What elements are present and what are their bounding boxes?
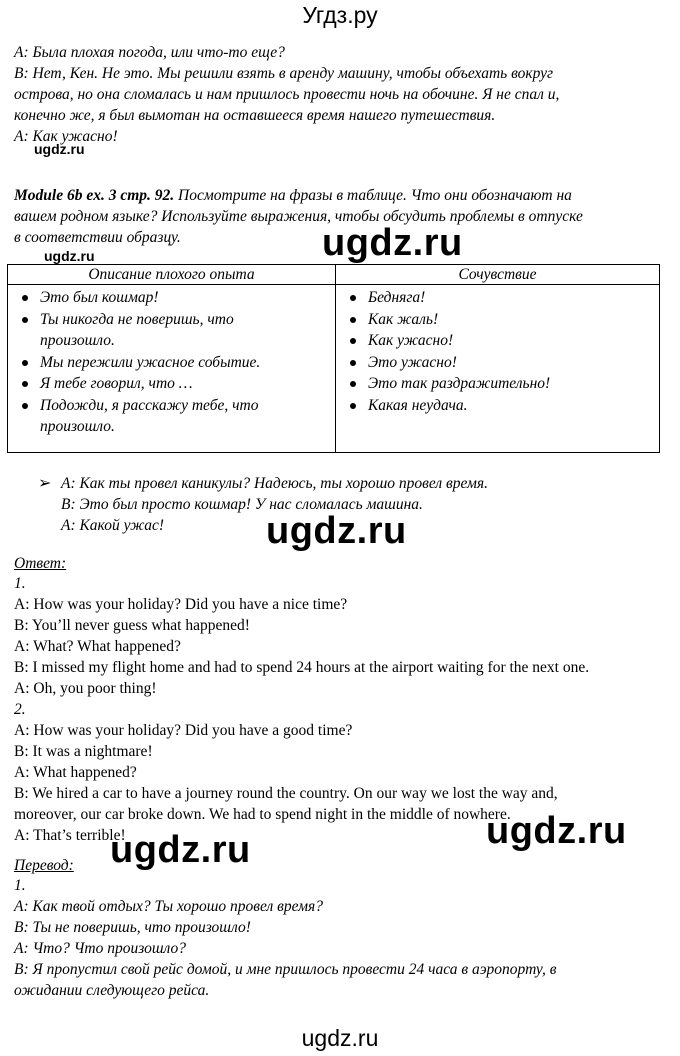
- intro-line: A: Как ужасно!: [14, 128, 118, 145]
- watermark-big: ugdz.ru: [322, 222, 463, 264]
- answer-line: B: I missed my flight home and had to spend 24 hours at the airport waiting for the next one.: [14, 659, 590, 676]
- answer-heading: Ответ:: [14, 555, 67, 572]
- list-item: [12, 395, 335, 438]
- translation-line: ожидании следующего рейса.: [14, 982, 210, 999]
- intro-line: конечно же, я был вымотан на оставшееся время нашего путешествия.: [14, 107, 496, 124]
- answer-line: B: We hired a car to have a journey round the country. On our way we lost the way and,: [14, 785, 558, 802]
- answer-line: B: You’ll never guess what happened!: [14, 617, 250, 634]
- example-line: A: Какой ужас!: [61, 517, 165, 534]
- list-item: Как жаль!: [340, 309, 659, 331]
- answer-line: B: It was a nightmare!: [14, 743, 153, 760]
- list-item: Как ужасно!: [340, 330, 659, 352]
- example-line: B: Это был просто кошмар! У нас сломалась машина.: [61, 496, 423, 513]
- list-item-text-cont: произошло.: [40, 418, 115, 435]
- answer-line: A: What? What happened?: [14, 638, 181, 655]
- list-item: [12, 309, 335, 352]
- footer-watermark[interactable]: ugdz.ru: [301, 1025, 379, 1051]
- translation-heading: Перевод:: [14, 857, 74, 874]
- arrow-bullet-icon: ➢: [38, 475, 52, 492]
- task-line: вашем родном языке? Используйте выражения, чтобы обсудить проблемы в отпуске: [14, 208, 583, 225]
- watermark-small: ugdz.ru: [44, 248, 95, 264]
- task-ref: Module 6b ex. 3 стр. 92.: [14, 187, 175, 204]
- phrases-table: [7, 264, 660, 453]
- list-item-text: Ты никогда не поверишь, что: [40, 310, 234, 328]
- table-header-bad-experience: Описание плохого опыта: [8, 265, 336, 285]
- list-item: Мы пережили ужасное событие.: [12, 352, 335, 374]
- example-line: A: Как ты провел каникулы? Надеюсь, ты хорошо провел время.: [61, 475, 488, 492]
- list-item: Это ужасно!: [340, 352, 659, 374]
- translation-line: A: Что? Что произошло?: [14, 940, 186, 957]
- translation-line: A: Как твой отдых? Ты хорошо провел время?: [14, 898, 323, 915]
- answer-line: 1.: [14, 575, 26, 592]
- watermark-big: ugdz.ru: [110, 829, 251, 871]
- translation-line: B: Ты не поверишь, что произошло!: [14, 919, 251, 936]
- answer-line: A: What happened?: [14, 764, 137, 781]
- translation-line: B: Я пропустил свой рейс домой, и мне пришлось провести 24 часа в аэропорту, в: [14, 961, 557, 978]
- watermark-big: ugdz.ru: [266, 510, 407, 552]
- answer-line: A: Oh, you poor thing!: [14, 680, 157, 697]
- list-item-text: Подожди, я расскажу тебе, что: [40, 396, 259, 414]
- table-header-sympathy: Сочувствие: [336, 265, 660, 285]
- intro-line: острова, но она сломалась и нам пришлось провести ночь на обочине. Я не спал и,: [14, 86, 560, 103]
- list-item: Я тебе говорил, что …: [12, 373, 335, 395]
- watermark-big: ugdz.ru: [486, 810, 627, 852]
- answer-line: A: That’s terrible!: [14, 827, 126, 844]
- task-text: Посмотрите на фразы в таблице. Что они обозначают на: [174, 187, 572, 204]
- list-item: Это был кошмар!: [12, 287, 335, 309]
- site-title[interactable]: Угдз.ру: [302, 2, 378, 28]
- list-item: Какая неудача.: [340, 395, 659, 417]
- task-line: в соответствии образцу.: [14, 229, 181, 246]
- intro-line: B: Нет, Кен. Не это. Мы решили взять в аренду машину, чтобы объехать вокруг: [14, 65, 554, 82]
- watermark-small: ugdz.ru: [34, 141, 85, 157]
- answer-line: 2.: [14, 701, 26, 718]
- list-item: Бедняга!: [340, 287, 659, 309]
- answer-line: A: How was your holiday? Did you have a good time?: [14, 722, 353, 739]
- answer-line: moreover, our car broke down. We had to spend night in the middle of nowhere.: [14, 806, 511, 823]
- bad-experience-cell: [8, 285, 336, 453]
- sympathy-cell: [336, 285, 660, 453]
- list-item-text-cont: произошло.: [40, 332, 115, 349]
- translation-line: 1.: [14, 877, 26, 894]
- answer-line: A: How was your holiday? Did you have a nice time?: [14, 596, 348, 613]
- intro-line: A: Была плохая погода, или что-то еще?: [14, 44, 285, 61]
- task-line-1: [14, 185, 572, 207]
- list-item: Это так раздражительно!: [340, 373, 659, 395]
